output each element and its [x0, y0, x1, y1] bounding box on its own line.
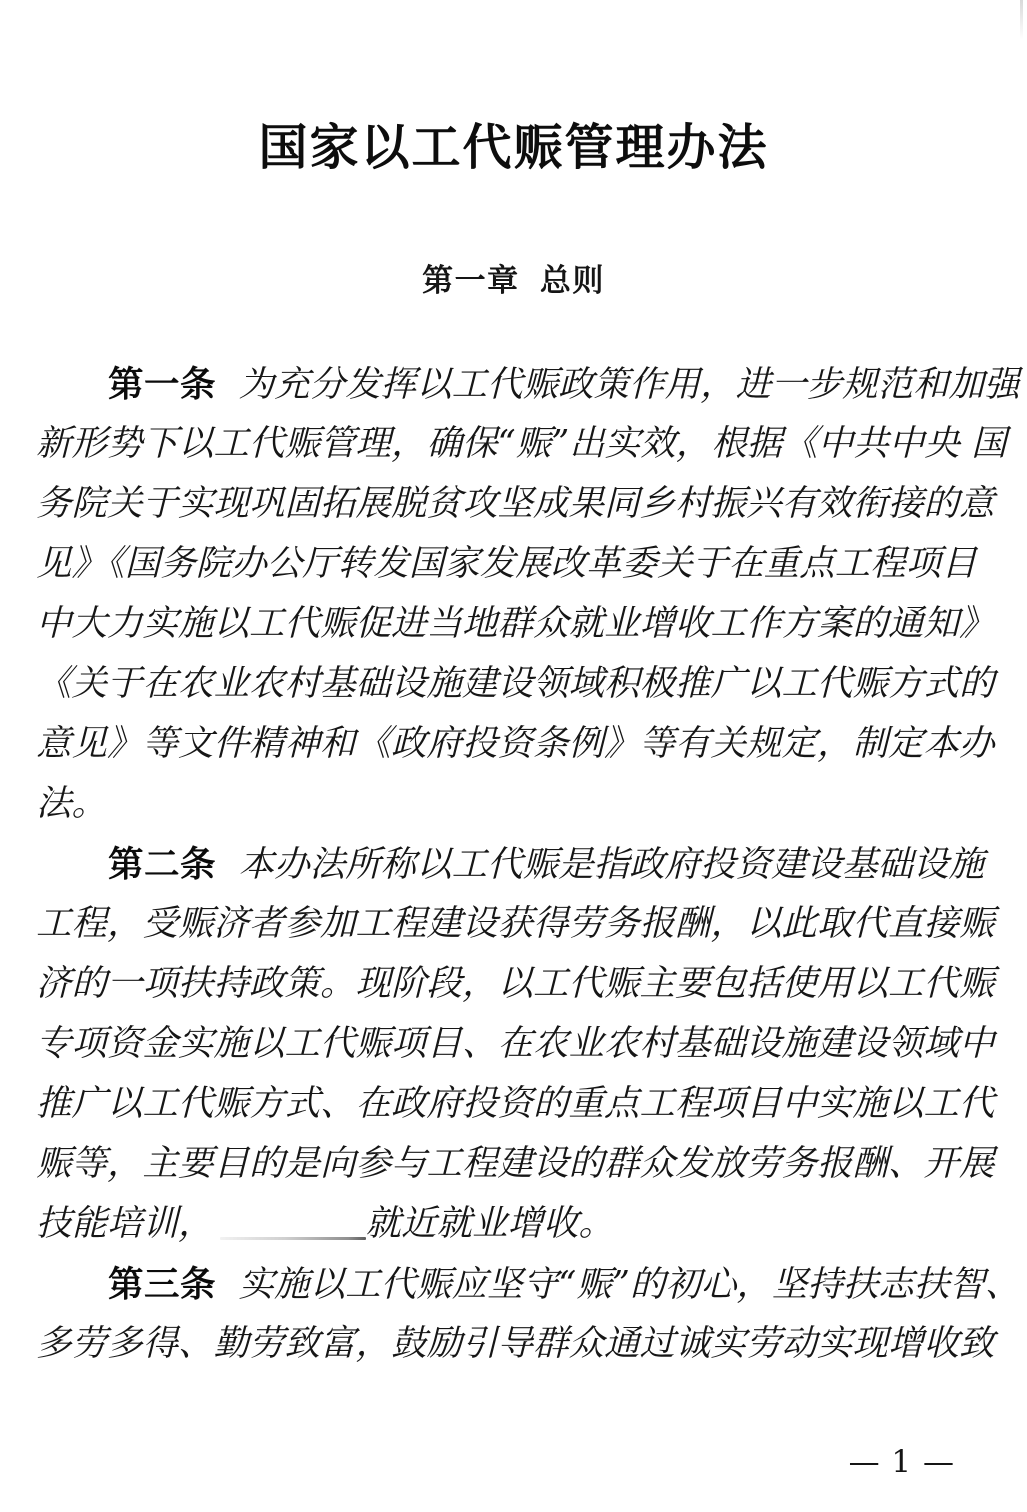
article-label: 第一条 — [108, 364, 217, 404]
article-first-line — [36, 1254, 1021, 1314]
page-number: — 1 — — [848, 1444, 955, 1480]
article-line-text: 见》《国务院办公厅转发国家发展改革委关于在重点工程项目 — [36, 543, 977, 584]
article-separator — [216, 1264, 239, 1305]
article-line-text: 新形势下以工代赈管理，确保“赈”出实效，根据《中共中央 国 — [36, 423, 1007, 464]
article-label: 第二条 — [108, 844, 217, 884]
article-line — [36, 714, 995, 774]
article-line — [36, 774, 991, 834]
article-line-redacted — [36, 1194, 991, 1254]
article-line — [36, 1074, 995, 1134]
article-line-text: 务院关于实现巩固拓展脱贫攻坚成果同乡村振兴有效衔接的意 — [36, 483, 995, 524]
article-line-text: 专项资金实施以工代赈项目、在农业农村基础设施建设领域中 — [36, 1023, 995, 1064]
redacted-line-after: 就近就业增收。 — [365, 1203, 615, 1244]
article-line — [36, 474, 995, 534]
scan-edge-artifact — [1020, 0, 1023, 40]
article-label: 第三条 — [108, 1264, 217, 1304]
article-line — [36, 1014, 995, 1074]
article-line — [36, 1314, 995, 1374]
article-separator — [216, 364, 239, 405]
article-line — [36, 1134, 995, 1194]
article-separator — [216, 844, 239, 885]
chapter-heading: 第一章 总则 — [422, 263, 605, 298]
article-line-text: 《关于在农业农村基础设施建设领域积极推广以工代赈方式的 — [36, 663, 995, 704]
article-first-line — [36, 354, 1020, 414]
article-line-text: 多劳多得、勤劳致富，鼓励引导群众通过诚实劳动实现增收致 — [36, 1323, 995, 1364]
article-line — [36, 534, 991, 594]
article-line — [36, 954, 995, 1014]
article-line — [36, 594, 995, 654]
article-line — [36, 894, 995, 954]
article-line-text: 工程，受赈济者参加工程建设获得劳务报酬，以此取代直接赈 — [36, 903, 995, 944]
article-line-text: 本办法所称以工代赈是指政府投资建设基础设施 — [238, 844, 985, 885]
article-line-text: 济的一项扶持政策。现阶段，以工代赈主要包括使用以工代赈 — [36, 963, 995, 1004]
article-line-text: 推广以工代赈方式、在政府投资的重点工程项目中实施以工代 — [36, 1083, 995, 1124]
article-line — [36, 654, 995, 714]
article-line-text: 赈等，主要目的是向参与工程建设的群众发放劳务报酬、开展 — [36, 1143, 995, 1184]
article-line — [36, 414, 1007, 474]
article-line-text: 中大力实施以工代赈促进当地群众就业增收工作方案的通知》 — [36, 603, 995, 644]
redacted-line-before: 技能培训， — [36, 1203, 214, 1244]
redaction-block — [214, 1206, 366, 1246]
article-line-text: 意见》等文件精神和《政府投资条例》等有关规定，制定本办 — [36, 723, 995, 764]
article-line-text: 法。 — [36, 783, 108, 824]
document-body — [36, 354, 1021, 1374]
page-title: 国家以工代赈管理办法 — [258, 118, 769, 176]
article-line-text: 实施以工代赈应坚守“赈”的初心，坚持扶志扶智、 — [238, 1264, 1021, 1305]
article-line-text: 为充分发挥以工代赈政策作用，进一步规范和加强 — [238, 364, 1020, 405]
article-first-line — [36, 834, 991, 894]
